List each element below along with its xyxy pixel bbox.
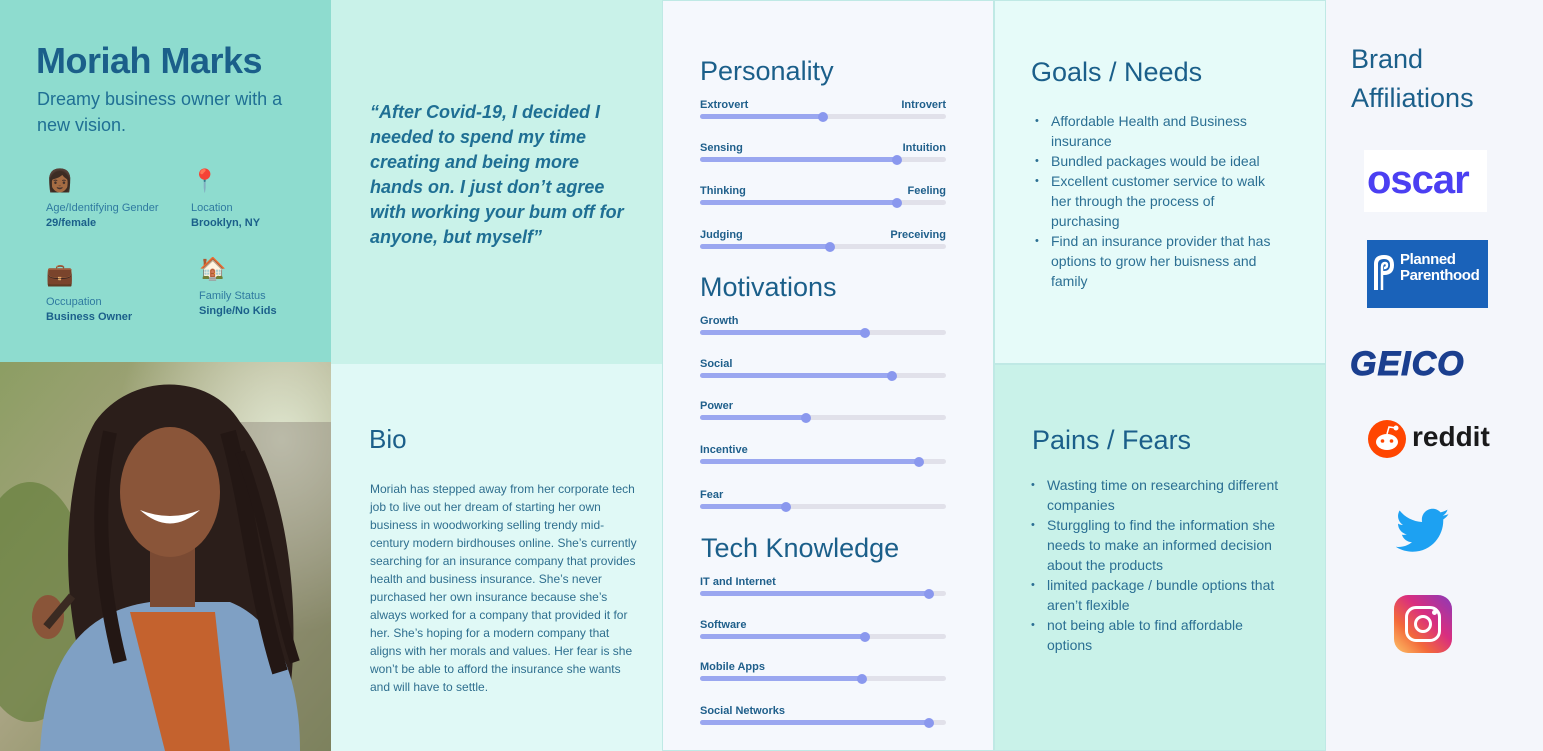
info-age-gender <box>46 168 159 229</box>
list-item: • Sturggling to find the information she needs to make an informed decision about the products <box>1029 515 1291 575</box>
info-label: Family Status <box>199 290 266 302</box>
slider-label: Incentive <box>700 444 748 456</box>
instagram-lens <box>1414 615 1432 633</box>
slider-knob <box>857 674 867 684</box>
slider-knob <box>924 718 934 728</box>
info-location <box>191 168 260 229</box>
oscar-logo <box>1364 150 1487 212</box>
slider-left-label: Judging <box>700 229 743 241</box>
bio-text: Moriah has stepped away from her corporate tech job to live out her dream of starting her own business in woodworking selling trendy mid-century modern birdhouses online. She’s currently searching for an insurance company that provides health and business insurance. She’s never purchased her own insurance because she’s always worked for a company that provided it for her. She’s hoping for a modern company that aligns with her morals and values. Her fear is she won’t be able to afford the insurance she wants and will have to settle. <box>370 482 637 694</box>
slider-track <box>700 330 946 335</box>
instagram-dot <box>1432 610 1437 615</box>
info-value: Single/No Kids <box>199 305 277 317</box>
planned-parenthood-mark-icon <box>1373 254 1395 292</box>
goals-panel <box>994 0 1326 364</box>
persona-photo <box>0 362 331 751</box>
slider-track <box>700 244 946 249</box>
slider-knob <box>801 413 811 423</box>
slider-right-label: Feeling <box>907 185 946 197</box>
slider-label: Mobile Apps <box>700 661 765 673</box>
planned-parenthood-logo <box>1367 240 1488 308</box>
geico-logo: GEICO <box>1350 345 1465 383</box>
slider-left-label: Extrovert <box>700 99 749 111</box>
slider-track <box>700 373 946 378</box>
goals-title: Goals / Needs <box>1031 57 1203 87</box>
slider-left-label: Sensing <box>700 142 743 154</box>
planned-parenthood-line-2: Parenthood <box>1400 267 1480 284</box>
info-value: 29/female <box>46 217 97 229</box>
list-item: • limited package / bundle options that aren’t flexible <box>1029 575 1291 615</box>
oscar-logo-text: oscar <box>1367 158 1469 202</box>
slider-fill <box>700 373 892 378</box>
profile-panel <box>0 0 331 362</box>
info-occupation <box>46 262 132 323</box>
persona-photo-illustration <box>0 362 331 751</box>
brand-affiliations-title: Brand Affiliations <box>1351 44 1474 113</box>
slider-label: Software <box>700 619 747 631</box>
planned-parenthood-line-1: Planned <box>1400 251 1456 268</box>
list-item: • Bundled packages would be ideal <box>1033 151 1273 171</box>
slider-track <box>700 200 946 205</box>
location-pin-icon: 📍 <box>191 168 219 193</box>
slider-right-label: Preceiving <box>890 229 946 241</box>
slider-knob <box>825 242 835 252</box>
traits-panel <box>662 0 994 751</box>
list-item: • not being able to find affordable options <box>1029 615 1291 655</box>
slider-label: Social <box>700 358 733 370</box>
slider-fill <box>700 634 865 639</box>
house-icon: 🏠 <box>199 256 227 281</box>
slider-fill <box>700 244 830 249</box>
slider-right-label: Introvert <box>901 99 946 111</box>
slider-fill <box>700 591 929 596</box>
slider-track <box>700 459 946 464</box>
slider-fill <box>700 415 806 420</box>
slider-track <box>700 676 946 681</box>
slider-knob <box>914 457 924 467</box>
reddit-logo <box>1367 419 1507 461</box>
slider-left-label: Thinking <box>700 185 746 197</box>
motivations-title: Motivations <box>700 272 837 302</box>
pains-list <box>1029 475 1291 655</box>
slider-label: Social Networks <box>700 705 785 717</box>
info-label: Occupation <box>46 296 102 308</box>
twitter-bird-icon <box>1396 508 1450 554</box>
slider-knob <box>860 632 870 642</box>
slider-fill <box>700 720 929 725</box>
list-item: • Affordable Health and Business insurance <box>1033 111 1273 151</box>
persona-tagline: Dreamy business owner with a new vision. <box>37 89 283 135</box>
reddit-alien-icon <box>1367 419 1407 459</box>
slider-fill <box>700 200 897 205</box>
slider-knob <box>818 112 828 122</box>
bio-title: Bio <box>369 424 407 454</box>
info-value: Brooklyn, NY <box>191 217 261 229</box>
slider-track <box>700 415 946 420</box>
briefcase-icon: 💼 <box>46 262 74 287</box>
slider-label: Growth <box>700 315 739 327</box>
slider-track <box>700 634 946 639</box>
slider-fill <box>700 676 862 681</box>
planned-parenthood-text <box>1400 252 1479 284</box>
slider-fill <box>700 114 823 119</box>
bio-panel <box>331 364 662 751</box>
slider-label: Fear <box>700 489 724 501</box>
list-item: • Wasting time on researching different companies <box>1029 475 1291 515</box>
info-family-status <box>199 256 277 317</box>
slider-fill <box>700 504 786 509</box>
personality-title: Personality <box>700 56 834 86</box>
slider-fill <box>700 157 897 162</box>
slider-track <box>700 591 946 596</box>
info-label: Location <box>191 202 233 214</box>
list-item: • Find an insurance provider that has options to grow her buisness and family <box>1033 231 1273 291</box>
slider-right-label: Intuition <box>902 142 946 154</box>
slider-track <box>700 157 946 162</box>
info-value: Business Owner <box>46 311 133 323</box>
person-emoji-icon: 👩🏾 <box>46 168 74 193</box>
slider-knob <box>860 328 870 338</box>
list-item: • Excellent customer service to walk her through the process of purchasing <box>1033 171 1273 231</box>
slider-knob <box>892 155 902 165</box>
tech-knowledge-title: Tech Knowledge <box>701 533 900 563</box>
pains-panel <box>994 364 1326 751</box>
instagram-logo <box>1394 595 1452 653</box>
persona-quote: “After Covid-19, I decided I needed to spend my time creating and being more hands on. I just don’t agree with working your bum off for anyone, but myself” <box>370 102 624 247</box>
brands-panel <box>1326 0 1543 751</box>
slider-track <box>700 720 946 725</box>
slider-knob <box>887 371 897 381</box>
persona-name: Moriah Marks <box>36 40 263 81</box>
slider-knob <box>892 198 902 208</box>
slider-label: IT and Internet <box>700 576 776 588</box>
slider-label: Power <box>700 400 734 412</box>
slider-knob <box>924 589 934 599</box>
pains-title: Pains / Fears <box>1032 425 1192 455</box>
slider-track <box>700 114 946 119</box>
slider-knob <box>781 502 791 512</box>
slider-fill <box>700 459 919 464</box>
reddit-logo-text: reddit <box>1412 421 1490 452</box>
slider-fill <box>700 330 865 335</box>
info-label: Age/Identifying Gender <box>46 202 159 214</box>
slider-track <box>700 504 946 509</box>
goals-list <box>1033 111 1273 291</box>
